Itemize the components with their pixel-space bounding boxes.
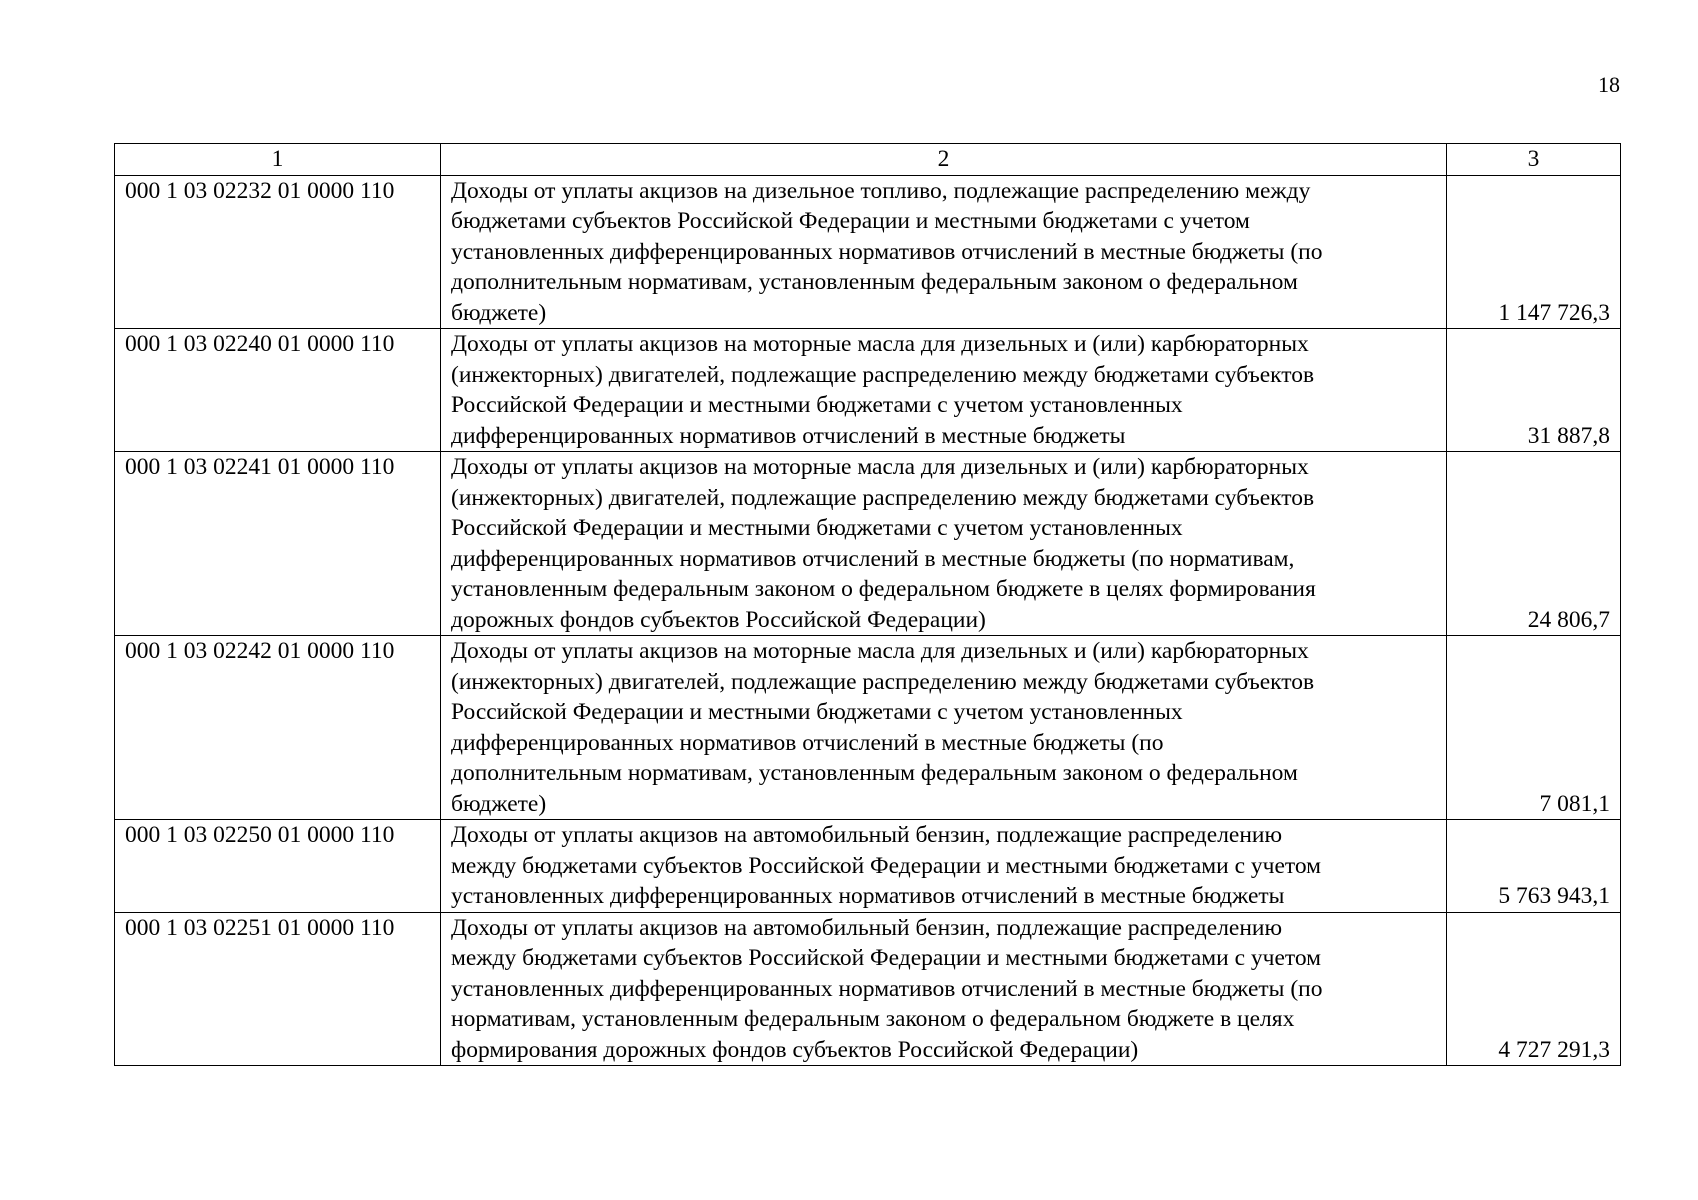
description-line: бюджетами субъектов Российской Федерации и местными бюджетами с учетом bbox=[451, 208, 1250, 234]
description-line: нормативам, установленным федеральным законом о федеральном бюджете в целях bbox=[451, 1006, 1295, 1032]
amount-cell: 1 147 726,3 bbox=[1447, 175, 1621, 329]
description-line: дополнительным нормативам, установленным федеральным законом о федеральном bbox=[451, 760, 1298, 786]
revenue-description-cell bbox=[441, 175, 1447, 329]
description-line: Доходы от уплаты акцизов на автомобильный бензин, подлежащие распределению bbox=[451, 822, 1283, 848]
revenue-code-cell: 000 1 03 02241 01 0000 110 bbox=[115, 452, 441, 636]
description-line: Доходы от уплаты акцизов на моторные масла для дизельных и (или) карбюраторных bbox=[451, 454, 1309, 480]
description-line: дифференцированных нормативов отчислений в местные бюджеты (по нормативам, bbox=[451, 545, 1295, 572]
table-row bbox=[115, 636, 1621, 820]
column-header-2: 2 bbox=[441, 144, 1447, 176]
amount-cell: 31 887,8 bbox=[1447, 329, 1621, 452]
description-line: (инжекторных) двигателей, подлежащие распределению между бюджетами субъектов bbox=[451, 484, 1315, 511]
description-line: дифференцированных нормативов отчислений в местные бюджеты (по bbox=[451, 729, 1164, 756]
description-line: между бюджетами субъектов Российской Федерации и местными бюджетами с учетом bbox=[451, 852, 1322, 879]
amount-cell: 4 727 291,3 bbox=[1447, 912, 1621, 1066]
table-row bbox=[115, 452, 1621, 636]
description-line: (инжекторных) двигателей, подлежащие распределению между бюджетами субъектов bbox=[451, 361, 1315, 388]
description-line: Доходы от уплаты акцизов на моторные масла для дизельных и (или) карбюраторных bbox=[451, 331, 1309, 357]
table-row bbox=[115, 329, 1621, 452]
description-line: Доходы от уплаты акцизов на дизельное топливо, подлежащие распределению между bbox=[451, 177, 1311, 204]
revenue-description-cell bbox=[441, 912, 1447, 1066]
page-number: 18 bbox=[1598, 72, 1620, 97]
description-line: дополнительным нормативам, установленным федеральным законом о федеральном bbox=[451, 269, 1298, 295]
description-line: Доходы от уплаты акцизов на моторные масла для дизельных и (или) карбюраторных bbox=[451, 638, 1309, 664]
description-line: дорожных фондов субъектов Российской Федерации) bbox=[451, 606, 986, 633]
table-row bbox=[115, 820, 1621, 913]
description-line: Доходы от уплаты акцизов на автомобильный бензин, подлежащие распределению bbox=[451, 914, 1283, 941]
amount-cell: 5 763 943,1 bbox=[1447, 820, 1621, 913]
description-line: установленных дифференцированных нормативов отчислений в местные бюджеты (по bbox=[451, 238, 1323, 265]
table-row bbox=[115, 175, 1621, 329]
description-line: Российской Федерации и местными бюджетами с учетом установленных bbox=[451, 392, 1183, 418]
revenue-code-cell: 000 1 03 02250 01 0000 110 bbox=[115, 820, 441, 913]
description-line: установленных дифференцированных нормативов отчислений в местные бюджеты bbox=[451, 883, 1285, 909]
revenue-description-cell bbox=[441, 329, 1447, 452]
column-header-3: 3 bbox=[1447, 144, 1621, 176]
revenue-description-cell bbox=[441, 820, 1447, 913]
table-header-row bbox=[115, 144, 1621, 176]
description-line: установленным федеральным законом о федеральном бюджете в целях формирования bbox=[451, 576, 1316, 602]
revenue-code-cell: 000 1 03 02242 01 0000 110 bbox=[115, 636, 441, 820]
revenue-description-cell bbox=[441, 636, 1447, 820]
amount-cell: 24 806,7 bbox=[1447, 452, 1621, 636]
description-line: (инжекторных) двигателей, подлежащие распределению между бюджетами субъектов bbox=[451, 668, 1315, 695]
revenue-description-cell bbox=[441, 452, 1447, 636]
description-line: бюджете) bbox=[451, 790, 547, 817]
description-line: формирования дорожных фондов субъектов Российской Федерации) bbox=[451, 1036, 1139, 1063]
revenue-code-cell: 000 1 03 02240 01 0000 110 bbox=[115, 329, 441, 452]
budget-revenue-table bbox=[114, 143, 1621, 1066]
description-line: бюджете) bbox=[451, 299, 547, 326]
description-line: Российской Федерации и местными бюджетами с учетом установленных bbox=[451, 515, 1183, 541]
description-line: Российской Федерации и местными бюджетами с учетом установленных bbox=[451, 699, 1183, 725]
column-header-1: 1 bbox=[115, 144, 441, 176]
amount-cell: 7 081,1 bbox=[1447, 636, 1621, 820]
table-row bbox=[115, 912, 1621, 1066]
revenue-code-cell: 000 1 03 02251 01 0000 110 bbox=[115, 912, 441, 1066]
description-line: дифференцированных нормативов отчислений в местные бюджеты bbox=[451, 422, 1126, 449]
revenue-code-cell: 000 1 03 02232 01 0000 110 bbox=[115, 175, 441, 329]
description-line: установленных дифференцированных нормативов отчислений в местные бюджеты (по bbox=[451, 975, 1323, 1002]
description-line: между бюджетами субъектов Российской Федерации и местными бюджетами с учетом bbox=[451, 945, 1322, 971]
